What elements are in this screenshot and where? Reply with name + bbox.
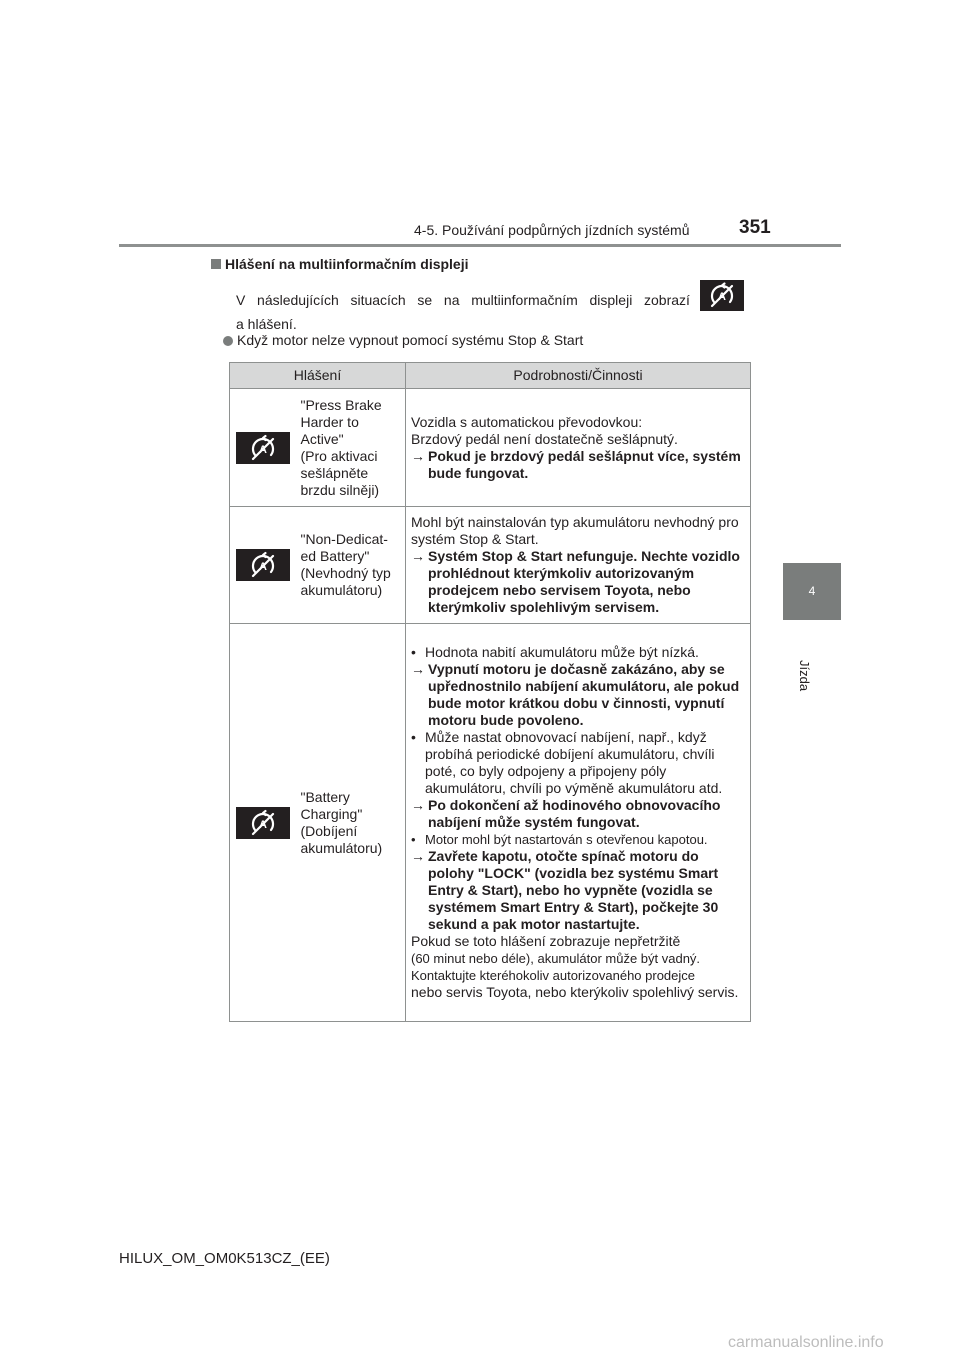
message-label-line: brzdu silněji) <box>300 481 380 498</box>
condition-text: Motor mohl být nastartován s otevřenou kapotou. <box>425 832 708 847</box>
arrow-right-icon: → <box>411 797 425 813</box>
table-row <box>230 624 751 1022</box>
action-line <box>411 548 746 616</box>
intro-word: multiinformačním <box>471 292 578 308</box>
square-bullet-icon <box>211 259 221 269</box>
intro-word: následujících <box>257 292 339 308</box>
intro-line-1 <box>236 288 690 312</box>
action-line <box>411 448 746 482</box>
stop-start-off-icon <box>236 549 290 581</box>
intro-word: zobrazí <box>644 292 690 308</box>
condition-line <box>411 831 746 848</box>
detail-text: Brzdový pedál není dostatečně sešlápnutý. <box>411 430 678 447</box>
message-label-line: (Pro aktivaci <box>300 447 378 464</box>
message-label-line: (Dobíjení <box>300 822 358 839</box>
details-cell <box>406 507 751 624</box>
svg-text:A: A <box>718 291 726 303</box>
detail-text: Mohl být nainstalován typ akumulátoru nevhodný pro systém Stop & Start. <box>411 514 739 547</box>
chapter-number-tab[interactable]: 4 <box>783 563 841 620</box>
round-bullet-icon <box>223 336 233 346</box>
condition-text: Může nastat obnovovací nabíjení, např., když probíhá periodické dobíjení akumulátoru, chvíli poté, co byly odpojeny a připojeny póly akumulátoru, chvíli po výměně akumulátoru atd. <box>425 729 723 796</box>
detail-text: (60 minut nebo déle), akumulátor může být vadný. Kontaktujte kteréhokoliv autorizovaného prodejce <box>411 951 701 983</box>
stop-start-off-icon <box>236 807 290 839</box>
section-heading-text: Hlášení na multiinformačním displeji <box>225 256 469 272</box>
message-label-cell <box>293 624 406 1022</box>
arrow-right-icon: → <box>411 447 425 464</box>
message-label-line: Charging" <box>300 805 363 822</box>
arrow-right-icon: → <box>411 661 425 677</box>
table-row <box>230 389 751 507</box>
section-heading <box>211 256 469 272</box>
message-table <box>229 362 751 1022</box>
bullet-dot-icon: • <box>411 729 416 745</box>
intro-word: situacích <box>350 292 406 308</box>
arrow-right-icon: → <box>411 848 425 864</box>
action-text: Vypnutí motoru je dočasně zakázáno, aby se upřednostnilo nabíjení akumulátoru, ale pokud bude motor krátkou dobu v činnosti, vypnutí motoru bude povoleno. <box>428 661 740 728</box>
action-line <box>411 797 746 831</box>
message-label-cell <box>293 507 406 624</box>
intro-word: V <box>236 292 246 308</box>
message-label-line: akumulátoru) <box>300 582 383 598</box>
condition-line <box>411 644 746 661</box>
details-cell <box>406 624 751 1022</box>
page-number: 351 <box>739 217 771 238</box>
bullet-text: Když motor nelze vypnout pomocí systému Stop & Start <box>237 332 584 348</box>
bullet-item <box>223 332 583 348</box>
intro-word: displeji <box>589 292 633 308</box>
svg-text:A: A <box>258 818 267 831</box>
table-header-row <box>230 363 751 389</box>
stop-start-off-icon <box>700 280 744 311</box>
footer-doc-code: HILUX_OM_OM0K513CZ_(EE) <box>119 1250 330 1267</box>
intro-word: se <box>417 292 433 308</box>
message-label-line: "Press Brake <box>300 396 382 413</box>
column-header-message: Hlášení <box>230 363 406 389</box>
detail-text: Pokud se toto hlášení zobrazuje nepřetržitě <box>411 933 681 949</box>
message-label-cell <box>293 389 406 507</box>
intro-line-2: a hlášení. <box>236 316 297 332</box>
action-line <box>411 661 746 729</box>
svg-text:A: A <box>258 561 267 573</box>
message-label-line: Active" <box>300 430 344 447</box>
column-header-details: Podrobnosti/Činnosti <box>406 363 751 389</box>
intro-paragraph <box>236 288 696 336</box>
message-label-line: Harder to <box>300 413 359 430</box>
action-text: Pokud je brzdový pedál sešlápnut více, systém bude fungovat. <box>428 447 741 481</box>
bullet-dot-icon: • <box>411 644 416 660</box>
message-label-line: "Non-Dedicat- <box>300 531 388 547</box>
header-divider <box>119 244 841 247</box>
condition-line <box>411 729 746 797</box>
chapter-strip <box>783 620 841 770</box>
intro-word: na <box>443 292 460 308</box>
table-row <box>230 507 751 624</box>
action-text: Zavřete kapotu, otočte spínač motoru do polohy "LOCK" (vozidla bez systému Smart Entry & Start), nebo ho vypněte (vozidla se systémem Smart Entry & Start), počkejte 30 sekund a pak motor nastartujte. <box>428 848 719 932</box>
svg-text:A: A <box>258 443 267 456</box>
message-label-line: (Nevhodný typ <box>300 565 391 581</box>
arrow-right-icon: → <box>411 548 425 564</box>
message-label-line: sešlápněte <box>300 464 369 481</box>
message-icon-cell <box>230 624 293 1022</box>
detail-text: Vozidla s automatickou převodovkou: <box>411 413 643 430</box>
message-label-line: akumulátoru) <box>300 839 383 856</box>
message-label-line: ed Battery" <box>300 548 370 564</box>
action-line <box>411 848 746 933</box>
action-text: Systém Stop & Start nefunguje. Nechte vozidlo prohlédnout kterýmkoliv autorizovaným prodejcem nebo servisem Toyota, nebo kterýmkoliv spolehlivým servisem. <box>428 548 740 615</box>
action-text: Po dokončení až hodinového obnovovacího nabíjení může systém fungovat. <box>428 797 721 830</box>
message-label-line: "Battery <box>300 788 350 805</box>
message-icon-cell <box>230 507 293 624</box>
header-section-title: 4-5. Používání podpůrných jízdních systémů <box>414 222 690 238</box>
detail-text: nebo servis Toyota, nebo kterýkoliv spolehlivý servis. <box>411 984 739 1000</box>
details-cell <box>406 389 751 507</box>
bullet-dot-icon: • <box>411 832 416 847</box>
watermark: carmanualsonline.info <box>728 1334 884 1351</box>
condition-text: Hodnota nabití akumulátoru může být nízká. <box>425 644 699 660</box>
message-icon-cell <box>230 389 293 507</box>
stop-start-off-icon <box>236 432 290 464</box>
chapter-title: Jízda <box>797 660 812 692</box>
